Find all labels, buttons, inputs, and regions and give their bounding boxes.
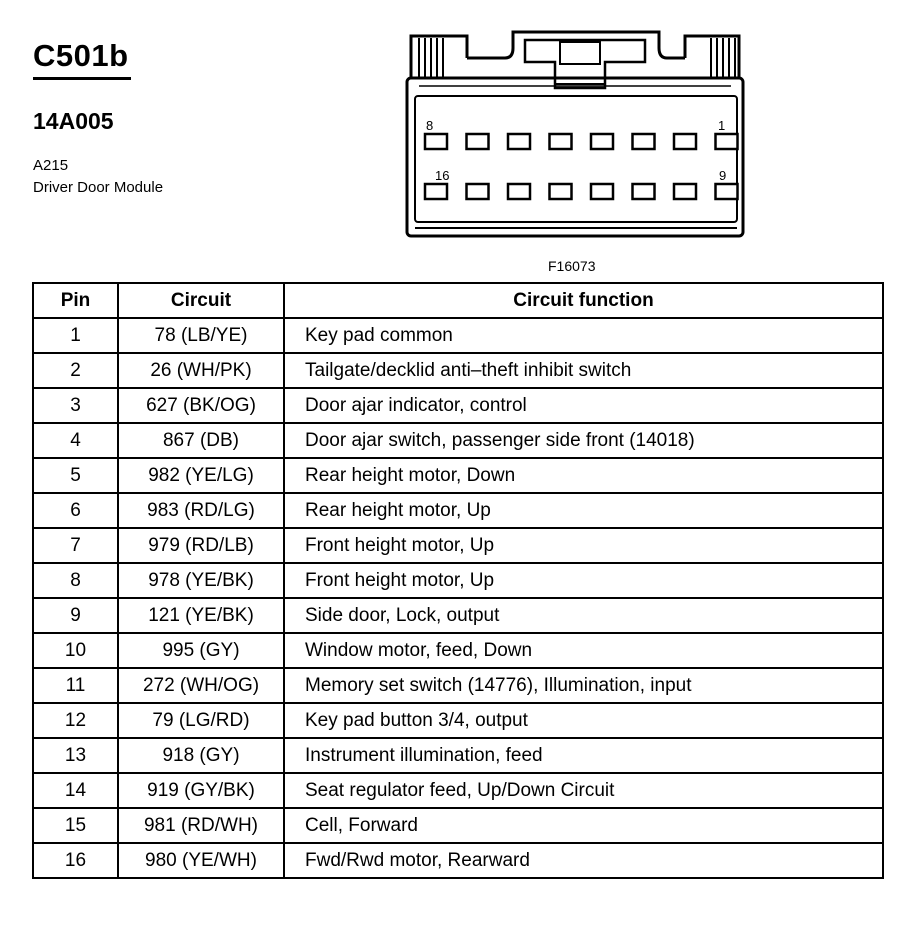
pin-cavities [425,134,738,199]
function-cell: Seat regulator feed, Up/Down Circuit [284,773,883,808]
connector-title: C501b [33,38,129,73]
table-row [33,843,883,878]
circuit-cell: 78 (LB/YE) [118,318,284,353]
function-cell: Fwd/Rwd motor, Rearward [284,843,883,878]
connector-face [415,96,737,222]
pin-cavity [674,134,696,149]
pin-cell: 10 [33,633,118,668]
table-row [33,563,883,598]
pin-cavity [591,134,613,149]
connector-housing [407,78,743,236]
pin-cell: 3 [33,388,118,423]
circuit-cell: 121 (YE/BK) [118,598,284,633]
table-row [33,388,883,423]
pinout-table [32,282,884,879]
pin-cell: 2 [33,353,118,388]
function-cell: Window motor, feed, Down [284,633,883,668]
header-pin: Pin [33,283,118,318]
circuit-cell: 978 (YE/BK) [118,563,284,598]
table-row [33,493,883,528]
circuit-cell: 981 (RD/WH) [118,808,284,843]
pin-cavity [508,134,530,149]
pin-cavity [467,184,489,199]
location-block [33,155,163,199]
pin-cell: 11 [33,668,118,703]
circuit-cell: 980 (YE/WH) [118,843,284,878]
function-cell: Front height motor, Up [284,563,883,598]
pin-cell: 1 [33,318,118,353]
circuit-cell: 627 (BK/OG) [118,388,284,423]
connector-face-diagram [405,28,755,248]
pin-cavity [716,134,738,149]
table-row [33,738,883,773]
pin-cell: 16 [33,843,118,878]
pin-cell: 14 [33,773,118,808]
function-cell: Memory set switch (14776), Illumination, input [284,668,883,703]
table-row [33,668,883,703]
circuit-cell: 979 (RD/LB) [118,528,284,563]
table-row [33,598,883,633]
title-underline [33,77,131,80]
pin-cavity [591,184,613,199]
table-row [33,423,883,458]
pin-cell: 8 [33,563,118,598]
function-cell: Instrument illumination, feed [284,738,883,773]
circuit-cell: 919 (GY/BK) [118,773,284,808]
function-cell: Front height motor, Up [284,528,883,563]
pin-cavity [425,184,447,199]
header-circuit: Circuit [118,283,284,318]
table-row [33,458,883,493]
circuit-cell: 26 (WH/PK) [118,353,284,388]
top-lock-frame [467,32,685,58]
pin-cell: 4 [33,423,118,458]
table-row [33,703,883,738]
table-row [33,353,883,388]
function-cell: Rear height motor, Up [284,493,883,528]
pin-cavity [425,134,447,149]
pin-cavity [633,184,655,199]
pin-cell: 9 [33,598,118,633]
pin-cell: 5 [33,458,118,493]
table-row [33,528,883,563]
pin-cavity [467,134,489,149]
pin-cell: 13 [33,738,118,773]
table-row [33,633,883,668]
function-cell: Tailgate/decklid anti–theft inhibit switch [284,353,883,388]
pin-cavity [674,184,696,199]
pin-cavity [550,134,572,149]
label-pin-1: 1 [718,118,726,133]
header-function: Circuit function [284,283,883,318]
right-ribs [711,38,735,78]
table-row [33,808,883,843]
label-pin-9: 9 [719,168,727,183]
function-cell: Door ajar indicator, control [284,388,883,423]
circuit-cell: 983 (RD/LG) [118,493,284,528]
circuit-cell: 995 (GY) [118,633,284,668]
circuit-cell: 982 (YE/LG) [118,458,284,493]
function-cell: Key pad button 3/4, output [284,703,883,738]
circuit-cell: 918 (GY) [118,738,284,773]
part-number: 14A005 [33,108,114,134]
pin-cavity [508,184,530,199]
pin-cavity [716,184,738,199]
function-cell: Key pad common [284,318,883,353]
left-ribs [419,38,443,78]
label-pin-16: 16 [435,168,450,183]
table-row [33,773,883,808]
pin-cell: 15 [33,808,118,843]
function-cell: Side door, Lock, output [284,598,883,633]
pin-cell: 6 [33,493,118,528]
module-name: Driver Door Module [33,179,164,196]
circuit-cell: 79 (LG/RD) [118,703,284,738]
circuit-cell: 867 (DB) [118,423,284,458]
pin-cavity [550,184,572,199]
location-code: A215 [33,157,69,174]
figure-id: F16073 [548,258,596,274]
circuit-cell: 272 (WH/OG) [118,668,284,703]
pin-cavity [633,134,655,149]
table-header-row [33,283,883,318]
pin-cell: 7 [33,528,118,563]
function-cell: Door ajar switch, passenger side front (14018) [284,423,883,458]
label-pin-8: 8 [426,118,434,133]
function-cell: Rear height motor, Down [284,458,883,493]
table-row [33,318,883,353]
function-cell: Cell, Forward [284,808,883,843]
lock-window [560,42,600,64]
pin-cell: 12 [33,703,118,738]
